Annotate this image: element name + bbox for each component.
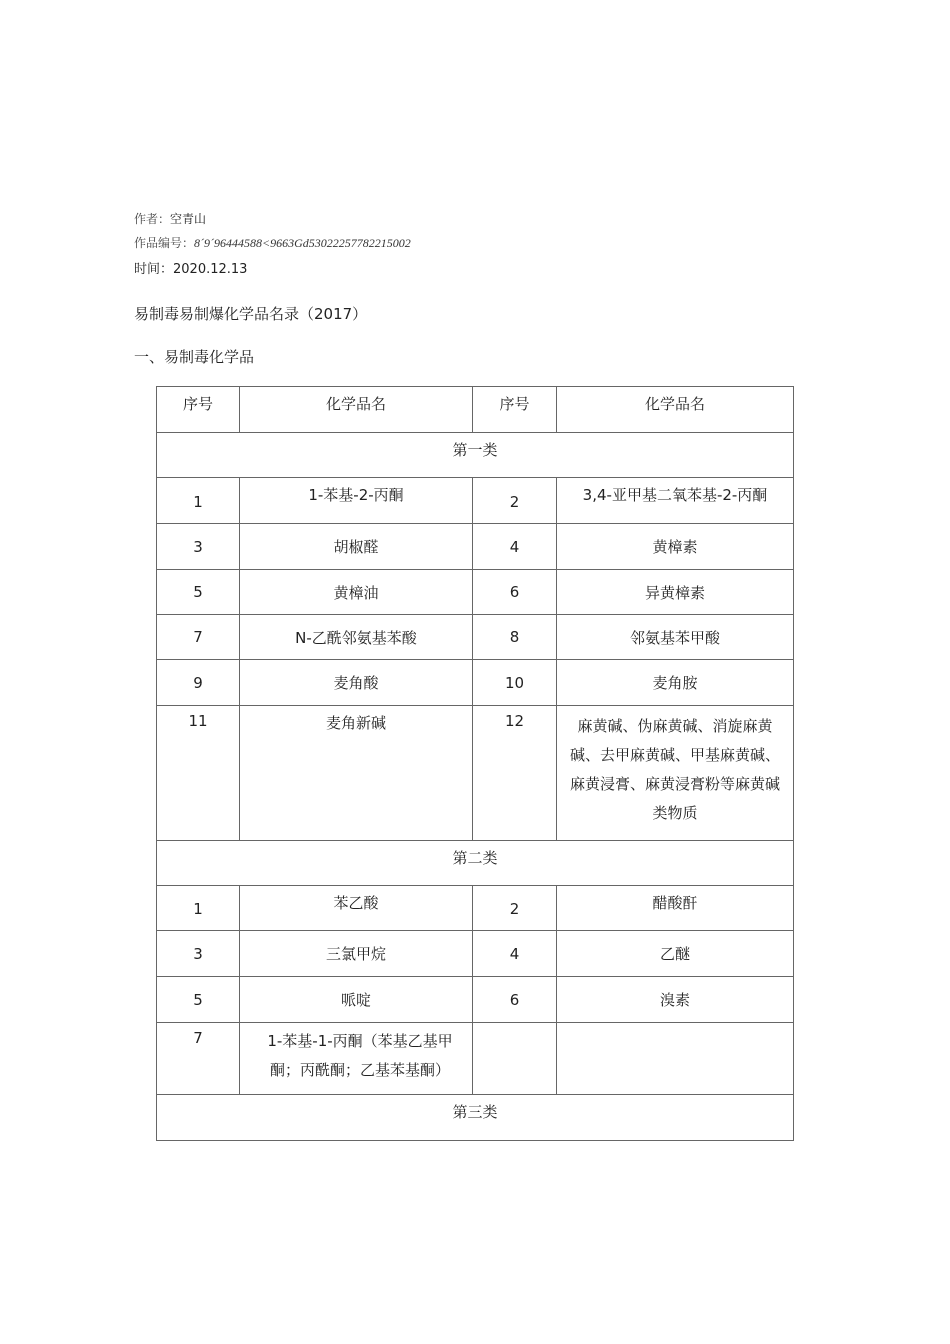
table-cell: 6 [473,570,557,615]
table-row [157,660,794,706]
table-cell: 麦角胺 [557,660,794,706]
table-cell: 1-苯基-1-丙酮（苯基乙基甲酮；丙酰酮；乙基苯基酮） [240,1023,473,1095]
table-cell: 乙醚 [557,931,794,977]
table-cell: 2 [473,886,557,931]
class-row [157,1095,794,1141]
time-label: 时间： [134,262,174,277]
table-cell: 异黄樟素 [557,570,794,615]
table-cell: 1-苯基-2-丙酮 [240,478,473,524]
table-cell: 6 [473,977,557,1023]
table-cell: 2 [473,478,557,524]
table-cell: 苯乙酸 [240,886,473,931]
time-line [134,258,247,277]
table-row [157,886,794,931]
table-cell: 8 [473,615,557,660]
table-cell: 3 [157,524,240,570]
table-row [157,478,794,524]
table-cell: N-乙酰邻氨基苯酸 [240,615,473,660]
table-cell: 1 [157,886,240,931]
work-code-label: 作品编号： [134,236,195,250]
table-row [157,931,794,977]
table-cell: 10 [473,660,557,706]
table-cell: 麻黄碱、伪麻黄碱、消旋麻黄碱、去甲麻黄碱、甲基麻黄碱、麻黄浸膏、麻黄浸膏粉等麻黄碱类物质 [557,706,794,841]
table-cell: 4 [473,524,557,570]
header-row [157,387,794,433]
author-label: 作者： [134,212,171,226]
class-row [157,841,794,886]
table-cell: 5 [157,977,240,1023]
work-code-value: 8´9´96444588<9663Gd53022257782215002 [194,236,411,250]
author-name: 空青山 [170,212,207,226]
table-row [157,977,794,1023]
work-code-line [134,234,411,251]
table-row [157,524,794,570]
document-title: 易制毒易制爆化学品名录（2017） [134,305,368,323]
table-row [157,706,794,841]
class-row [157,433,794,478]
table-cell: 黄樟油 [240,570,473,615]
header-cell: 序号 [157,387,240,433]
table-cell [557,1023,794,1095]
table-row [157,570,794,615]
header-cell: 化学品名 [240,387,473,433]
table-row [157,615,794,660]
table-cell: 4 [473,931,557,977]
table-cell: 1 [157,478,240,524]
table-cell: 3 [157,931,240,977]
table-cell [473,1023,557,1095]
table-cell: 哌啶 [240,977,473,1023]
header-cell: 化学品名 [557,387,794,433]
table-cell: 3,4-亚甲基二氧苯基-2-丙酮 [557,478,794,524]
chemicals-table [156,386,794,1141]
author-line [134,210,206,227]
table-cell: 醋酸酐 [557,886,794,931]
table-cell: 5 [157,570,240,615]
table-cell: 麦角酸 [240,660,473,706]
table-cell: 黄樟素 [557,524,794,570]
header-cell: 序号 [473,387,557,433]
table-cell: 9 [157,660,240,706]
class-heading: 第一类 [157,433,794,478]
table-cell: 11 [157,706,240,841]
table-cell: 7 [157,615,240,660]
table-cell: 胡椒醛 [240,524,473,570]
table-cell: 麦角新碱 [240,706,473,841]
table-cell: 7 [157,1023,240,1095]
class-heading: 第三类 [157,1095,794,1141]
table-cell: 12 [473,706,557,841]
class-heading: 第二类 [157,841,794,886]
section-heading: 一、易制毒化学品 [134,348,255,366]
table-row [157,1023,794,1095]
time-value: 2020.12.13 [173,262,248,277]
table-cell: 三氯甲烷 [240,931,473,977]
table-cell: 溴素 [557,977,794,1023]
table-cell: 邻氨基苯甲酸 [557,615,794,660]
